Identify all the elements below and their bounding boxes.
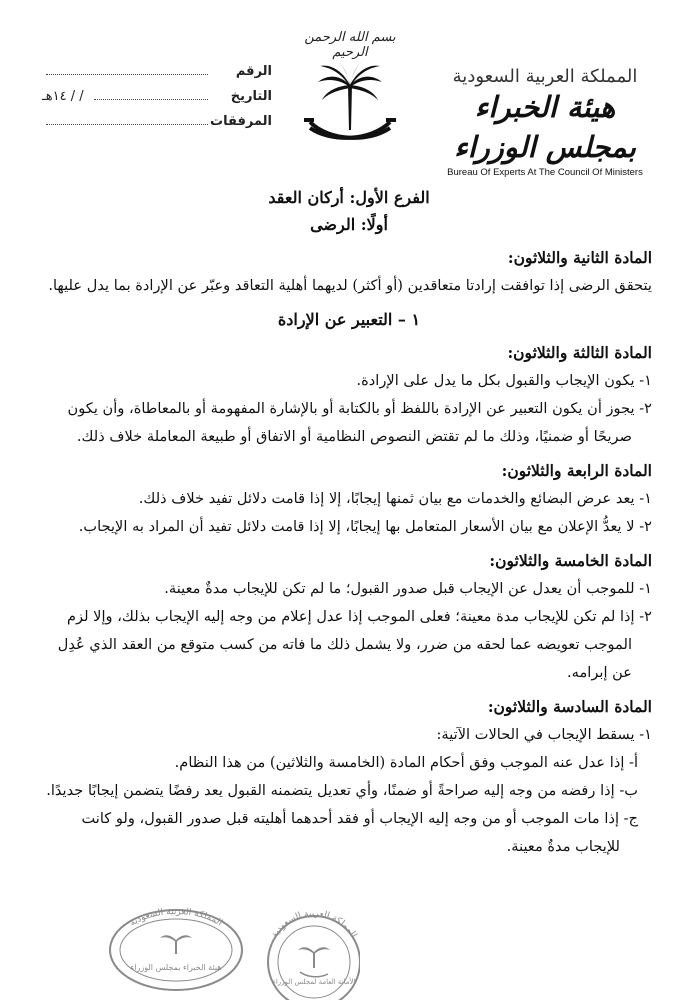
branch-title: الفرع الأول: أركان العقد [268, 188, 430, 207]
stamp-left-arc-text: المملكة العربية السعودية [128, 906, 224, 929]
article-36-sub-c: ج- إذا مات الموجب أو من وجه إليه الإيجاب أو فقد أحدهما أهليته قبل صدور القبول، ولو كانت للإيجاب مدةٌ معينة. [81, 810, 638, 855]
date-line [94, 87, 208, 100]
article-36-title: المادة السادسة والثلاثون: [487, 697, 652, 716]
saudi-palm-swords-icon [290, 30, 410, 160]
attachments-line [46, 112, 208, 125]
article-32-title: المادة الثانية والثلاثون: [507, 248, 652, 267]
number-row [42, 62, 272, 87]
expression-of-will-title: ١ – التعبير عن الإرادة [277, 310, 421, 329]
reference-fields [42, 62, 272, 137]
article-32-text: يتحقق الرضى إذا توافقت إرادتا متعاقدين (أو أكثر) لديهما أهلية التعاقد وعبّر عن الإرادة بما يدل عليها. [48, 277, 652, 294]
attachments-row [42, 112, 272, 137]
bureau-name-english: Bureau Of Experts At The Council Of Ministers [447, 167, 643, 178]
article-33-item-2: ٢- يجوز أن يكون التعبير عن الإرادة باللفظ أو بالكتابة أو بالإشارة المفهومة أو بالمعاطاة، وأن يكون صريحًا أو ضمنيًا، وذلك ما لم تقتض النصوص النظامية أو الاتفاق أو طبيعة المعاملة خلاف ذلك. [67, 400, 652, 445]
number-label: الرقم [235, 64, 272, 79]
stamp-right-emblem-icon [298, 947, 330, 977]
article-34-item-1: ١- يعد عرض البضائع والخدمات مع بيان ثمنها إيجابًا، إلا إذا قامت دلائل تفيد خلاف ذلك. [138, 490, 652, 507]
organization-header [430, 66, 660, 178]
basmala: بسم الله الرحمن الرحيم [304, 30, 396, 60]
stamp-right-arc-text: المملكة العربية السعودية [269, 908, 359, 940]
section-first-title: أولًا: الرضى [310, 215, 388, 234]
stamp-left-sub: هيئة الخبراء بمجلس الوزراء [130, 963, 222, 972]
article-35-item-1: ١- للموجب أن يعدل عن الإيجاب قبل صدور القبول؛ ما لم تكن للإيجاب مدةٌ معينة. [164, 580, 652, 597]
date-row [42, 87, 272, 112]
official-stamps [100, 898, 360, 1000]
article-35-item-2: ٢- إذا لم تكن للإيجاب مدة معينة؛ فعلى الموجب إذا عدل إعلام من وجه إليه الإيجاب بذلك، وإلا لزم الموجب تعويضه عما لحقه من ضرر، ولا يشمل ذلك ما فاته من كسب متوقع من العقد الذي عُدِل عن إبرامه. [57, 608, 652, 681]
article-34-title: المادة الرابعة والثلاثون: [501, 461, 652, 480]
article-35-title: المادة الخامسة والثلاثون: [489, 551, 652, 570]
article-36-intro: ١- يسقط الإيجاب في الحالات الآتية: [436, 726, 652, 743]
date-value: / / ١٤هـ [42, 89, 84, 104]
stamp-right-sub: الأمانة العامة لمجلس الوزراء [272, 978, 356, 986]
document-body [46, 184, 652, 861]
stamp-seals [100, 898, 360, 1000]
article-33-title: المادة الثالثة والثلاثون: [507, 343, 652, 362]
stamp-left-emblem-icon [160, 935, 192, 954]
article-36-sub-b: ب- إذا رفضه من وجه إليه صراحةً أو ضمنًا، وأي تعديل يتضمنه القبول يعد رفضًا يتضمن إيجابًا جديدًا. [46, 782, 638, 799]
bureau-name-arabic: هيئة الخبراء بمجلس الوزراء [454, 90, 636, 164]
attachments-label: المرفقات [210, 114, 272, 129]
article-36-sub-a: أ- إذا عدل عنه الموجب وفق أحكام المادة (الخامسة والثلاثين) من هذا النظام. [174, 754, 638, 771]
emblem [290, 30, 410, 160]
date-label: التاريخ [230, 89, 272, 104]
kingdom-name: المملكة العربية السعودية [452, 66, 638, 87]
number-line [46, 62, 208, 75]
article-33-item-1: ١- يكون الإيجاب والقبول بكل ما يدل على الإرادة. [356, 372, 652, 389]
article-34-item-2: ٢- لا يعدُّ الإعلان مع بيان الأسعار المتعامل بها إيجابًا، إلا إذا قامت دلائل تفيد أن المراد به الإيجاب. [78, 518, 652, 535]
